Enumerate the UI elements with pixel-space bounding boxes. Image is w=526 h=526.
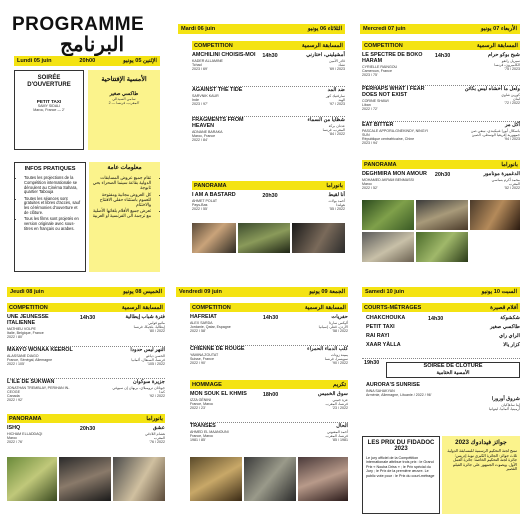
film-title: PERHAPS WHAT I FEAR DOES NOT EXIST [362, 86, 425, 98]
film-info-ar [454, 172, 520, 198]
section-label-ar: بانوراما [501, 161, 518, 168]
film-info-ar [281, 193, 345, 221]
film-meta-ar: فرنسا، المغرب 2022 / 23' [325, 402, 348, 411]
film-director-ar: عزة جنيني [332, 397, 348, 402]
still-image [298, 457, 348, 501]
film-info-fr [7, 348, 77, 380]
still-image [362, 200, 414, 230]
infos-box-fr [14, 162, 86, 272]
day-label-ar: الأربعاء 07 يونيو [481, 26, 517, 32]
film-meta: France, Sénégal, Allemagne 2022 / 105' [7, 358, 53, 367]
info-item-ar: • تقام جميع عروض المسابقات الدولية بقاعة سينما الصحراء بحي تابوجة [92, 175, 151, 190]
film-info-fr [362, 123, 432, 159]
day-header-samedi [362, 287, 520, 297]
film-director: YAMINA ZOUTAT [190, 352, 219, 357]
film-info-fr [7, 315, 77, 348]
day-label-fr: Mardi 06 juin [181, 26, 216, 32]
film-entry [192, 53, 345, 88]
section-label-fr: COMPETITION [194, 42, 233, 49]
section-competition-jeudi [7, 303, 165, 312]
lundi-opening [14, 70, 160, 152]
day-header-mercredi [360, 24, 520, 34]
still-image [416, 232, 468, 262]
film-director: AHMED EL MAANOUNI [190, 429, 229, 434]
section-label-ar: بانوراما [326, 182, 343, 189]
film-time: 18h00 [262, 392, 279, 398]
film-director-ar: جوناثان ترومبلاي، بريهان إن سيوغي [112, 385, 165, 390]
day-header-jeudi [7, 287, 165, 297]
film-title-ar: عشق [152, 425, 165, 431]
film-entry [7, 315, 165, 348]
film-meta: Maroc 2022 / 52' [362, 182, 378, 191]
film-info-fr [192, 88, 259, 118]
day-header-mardi [178, 24, 345, 34]
film-meta: Italie, Belgique, France 2022 / 80' [7, 330, 44, 339]
film-title: I AM A BASTARD [192, 192, 236, 198]
short-film-entry [366, 334, 520, 340]
still-image [238, 223, 290, 253]
film-title-ar: ضد المد [327, 87, 345, 93]
cloture-time: 19h30 [364, 360, 380, 366]
film-entry [190, 424, 348, 456]
short-film-entry [366, 316, 520, 322]
day-label-ar: السبت 10 يونيو [481, 289, 517, 295]
opening-film-title: PETIT TAXI [36, 99, 62, 104]
film-entry [7, 380, 165, 414]
section-label-ar: المسابقة الرسمية [476, 42, 518, 49]
film-meta-ar: إيطاليا، بلجيكا، فرنسا 2022 / 80' [133, 325, 165, 334]
film-meta: Canada 2022 / 92' [7, 394, 23, 403]
section-label-ar: بانوراما [146, 415, 163, 422]
section-label-ar: المسابقة الرسمية [301, 42, 343, 49]
short-film-entry [366, 325, 520, 331]
film-meta: Jordanie, Qatar, Espagne 2022 / 58' [190, 325, 231, 334]
film-info-fr [362, 87, 432, 123]
film-title: CHIENNE DE ROUGE [190, 346, 245, 352]
film-title-ar: شبح بوكو حرام [487, 52, 520, 58]
film-director: ADNANE BARAKA [192, 129, 223, 134]
cloture-film [366, 383, 520, 423]
infos-pratiques [14, 162, 160, 274]
info-item: • Toutes les séances sont gratuites et libres d'accès, sauf les cérémonies d'ouverture et de clôture. [24, 197, 82, 216]
film-title: MAAYO WONAA KEEROL [7, 347, 73, 353]
film-meta: Liban 2022 / 72' [362, 102, 378, 111]
film-meta: Maroc 2022 / 76' [7, 436, 23, 445]
film-director-ar: هشام اللادقي [145, 431, 165, 436]
opening-film-director-ar: سامي السيدالي [112, 97, 136, 101]
film-time: 14h30 [434, 53, 451, 59]
section-label-ar: المسابقة الرسمية [121, 304, 163, 311]
film-time [432, 123, 454, 159]
day-label-ar: الثلاثاء 06 يونيو [307, 26, 342, 32]
film-info-ar [99, 426, 165, 454]
section-competition-mercredi [362, 41, 520, 50]
film-title-ar: فترة شباب إيطالية [125, 314, 165, 320]
film-title: EAT BITTER [362, 122, 394, 128]
section-competition-vendredi [190, 303, 348, 312]
film-entry [362, 87, 520, 123]
film-meta: Inde 2023 / 97' [192, 98, 208, 107]
section-label-fr: HOMMAGE [192, 381, 222, 388]
short-film-title-ar: طاكسي صغير [490, 324, 520, 330]
film-meta-ar: الهند 2023 / 97' [329, 98, 345, 107]
film-time [77, 348, 99, 380]
section-courts-samedi [362, 303, 520, 312]
film-director: AHMET POLAT [192, 198, 218, 203]
section-label-fr: COMPETITION [9, 304, 48, 311]
film-title-ar: الدغميرة مونامور [483, 171, 520, 177]
film-title-ar: النهر ليس حدودا [130, 347, 165, 353]
film-info-ar [99, 348, 165, 380]
day-label-fr: Vendredi 09 juin [179, 289, 222, 295]
film-meta-ar: فرنسا، المغرب 1981 / 85' [325, 434, 348, 443]
prix-text-fr: Le jury officiel de la Compétition internationale attribue trois prix : le Grand Prix « Nouba Driss » ; le Prix spécial du Jury ; le Prix de la première œuvre. Le public vote pour : le Prix du court-métrage [366, 455, 435, 478]
film-director-ar: باسكال أبورا غنيكيندي، نينغي صن [470, 128, 520, 133]
short-film-entry [366, 343, 520, 349]
film-title: ISHQ [7, 425, 21, 431]
film-info-fr [190, 315, 260, 347]
film-title: AGAINST THE TIDE [192, 87, 243, 93]
film-title-ar: جزيرة سوكوان [133, 379, 165, 385]
film-director-ar: أليكس ساردا [328, 320, 348, 325]
film-info-fr [192, 118, 259, 158]
film-title: L'ILE DE SUKWAN [7, 379, 55, 385]
day-label-fr: Lundi 05 juin [17, 58, 52, 64]
film-director: MOHAMED AKRAM BENMASSI [362, 177, 414, 182]
film-info-fr [192, 193, 259, 221]
film-title: MON SOUK EL KHMIS [190, 391, 247, 397]
infos-title-ar: معلومات عامة [107, 165, 142, 171]
film-director: CYRIELLE RAINGOU [362, 64, 398, 69]
film-info-fr [190, 392, 260, 424]
film-meta-ar: فرنسا، السنغال، ألمانيا 2022 / 105' [131, 358, 165, 367]
film-entry [192, 88, 345, 118]
opening-box-ar [88, 70, 160, 150]
opening-film-meta-ar: المغرب، فرنسا — 2' [108, 101, 140, 106]
prix-box-fr [362, 436, 440, 514]
film-director-ar: كورين شاوي [501, 92, 520, 97]
infos-box-ar [89, 162, 160, 272]
day-header-vendredi [176, 287, 348, 297]
film-meta: Cameroun, France 2023 / 75' [362, 68, 392, 77]
film-director-ar: أحمد بولات [328, 198, 345, 203]
film-info-ar [454, 53, 520, 87]
cloture-title-ar: الأمسية الختامية [436, 370, 470, 376]
film-title-ar: ولعل ما أخشاه ليس بكائن [464, 86, 520, 92]
film-entry [362, 123, 520, 159]
short-film-title: XAAR YÀLLA [366, 342, 401, 348]
film-info-fr [362, 53, 432, 87]
opening-title-fr: SOIRÉE D'OUVERTURE [27, 75, 71, 88]
film-time [432, 87, 454, 123]
section-label-ar: المسابقة الرسمية [304, 304, 346, 311]
film-meta: France, Maroc 1981 / 85' [190, 434, 214, 443]
still-image [190, 457, 242, 501]
cloture-film-title-ar: شروق أورورا [491, 396, 520, 403]
film-info-ar [281, 118, 345, 158]
film-meta-ar: المغرب 2022 / 76' [149, 436, 165, 445]
opening-film-director: SAMY SIDALI [37, 104, 61, 108]
film-title: DEGHMIRA MON AMOUR [362, 171, 427, 177]
film-meta: Suisse, France 2022 / 90' [190, 357, 214, 366]
section-label-fr: COMPETITION [364, 42, 403, 49]
still-image [292, 223, 345, 253]
film-info-ar [454, 123, 520, 159]
film-title: AMCHILINI CHOISIS-MOI [192, 52, 256, 58]
film-meta: Pays-Bas 2022 / 55' [192, 203, 208, 212]
film-entry [190, 347, 348, 379]
film-title-ar: الحال [336, 423, 348, 429]
section-label-fr: COURTS-MÉTRAGES [364, 304, 422, 311]
section-label-fr: PANORAMA [9, 415, 42, 422]
info-item: • Tous les films sont projetés en version originale avec sous-titres en français ou arabes. [24, 217, 82, 231]
infos-list-ar [92, 175, 157, 218]
still-image [59, 457, 111, 501]
infos-title: INFOS PRATIQUES [24, 166, 76, 172]
prix-title-fr: LES PRIX DU FIDADOC 2023 [367, 440, 435, 453]
info-item: • Toutes les projections de la Compétition internationale se déroulent au Cinéma Sahara, quartier Tabouja [24, 176, 82, 195]
film-director-ar: يمينة زوتات [330, 352, 348, 357]
section-label-fr: COMPETITION [192, 304, 231, 311]
film-time: 20h30 [79, 426, 96, 432]
film-time [259, 88, 280, 118]
prix-title-ar: جوائز فيدادوك 2023 [455, 439, 507, 446]
divider [362, 358, 520, 359]
film-director-ar: قادر الأمين [329, 58, 345, 63]
film-director-ar: سيريل رانغو [501, 58, 520, 63]
day-header-lundi [14, 56, 160, 66]
cloture-film-meta: Arménie, Allemagne, Lituanie / 2022 / 96' [366, 393, 432, 397]
film-title-ar: أكل مر [505, 122, 520, 128]
section-competition-mardi [192, 41, 345, 50]
film-director-ar: الحسن دياغو [146, 353, 165, 358]
film-director: ALEX SARDA [190, 320, 213, 325]
film-entry [362, 53, 520, 87]
film-meta-ar: تشاد 2023 / 69' [329, 63, 345, 72]
film-meta: République centrafricaine, Chine 2023 / 94' [362, 137, 415, 146]
film-director-ar: أحمد المعنوني [326, 429, 348, 434]
film-info-fr [190, 347, 260, 379]
film-meta-ar: كندا 2022 / 92' [149, 390, 165, 399]
film-director: CORINE SHAWI [362, 98, 389, 103]
film-director: IZZA GÉNINI [190, 397, 211, 402]
short-film-title: RAI RAYI [366, 333, 390, 339]
section-label-ar: أفلام قصيرة [490, 304, 518, 311]
film-director-ar: ماثيو فولبي [148, 320, 165, 325]
still-image [7, 457, 57, 501]
film-entry [190, 315, 348, 347]
day-time: 20h00 [79, 58, 96, 64]
film-meta-ar: المغرب، فرنسا 2022 / 84' [322, 128, 345, 137]
day-label-fr: Jeudi 08 juin [10, 289, 44, 295]
film-title-ar: كلب الدماء الحمراء [307, 346, 348, 352]
film-time: 20h30 [262, 193, 278, 199]
cloture-box [386, 362, 520, 378]
section-label-fr: PANORAMA [364, 161, 397, 168]
courts-time: 14h30 [428, 316, 444, 322]
film-time: 14h30 [262, 315, 279, 321]
cloture-film-meta-ar: أرمينيا، ألمانيا، ليتوانيا [488, 407, 520, 412]
film-director-ar: عدنان بركة [328, 123, 345, 128]
film-entry [7, 426, 165, 454]
section-panorama-mercredi [362, 160, 520, 169]
film-info-ar [282, 392, 348, 424]
still-image [362, 232, 414, 262]
cloture-title-fr: SOIRÉE DE CLÔTURE [423, 363, 483, 369]
day-label-fr: Samedi 10 juin [365, 289, 405, 295]
prix-box-ar [442, 436, 520, 514]
film-info-fr [7, 380, 77, 414]
film-director: HICHAM ELLADDAQI [7, 431, 43, 436]
film-info-ar [282, 315, 348, 347]
film-title-ar: أمشيليني، اختارني [306, 52, 345, 58]
film-info-fr [190, 424, 260, 456]
film-info-ar [282, 424, 348, 456]
section-label-fr: PANORAMA [194, 182, 227, 189]
programme-title: PROGRAMME [12, 14, 145, 35]
film-title: TRANSES [190, 423, 216, 429]
film-info-ar [454, 87, 520, 123]
programme-title-ar: البرنامج [60, 34, 125, 56]
film-director-ar: سارفنيك كور [325, 93, 345, 98]
film-meta-ar: المغرب 2022 / 52' [504, 182, 520, 191]
film-director: ALASSANE DIAGO [7, 353, 39, 358]
film-meta: Tchad 2023 / 69' [192, 63, 208, 72]
film-title-ar: أنا لقيط [328, 192, 345, 198]
film-entry [362, 172, 520, 198]
film-time: 14h30 [262, 53, 278, 59]
film-director: PASCALE APPORA-GNEKINDY, NINGYI SUN [362, 128, 428, 137]
section-hommage-vendredi [190, 380, 348, 389]
film-meta-ar: هولندا 2022 / 55' [329, 203, 345, 212]
film-title: HAFREIAT [190, 314, 217, 320]
film-info-ar [99, 380, 165, 414]
film-time: 20h30 [434, 172, 451, 178]
film-director: MATHIEU VOLPE [7, 326, 36, 331]
film-entry [190, 392, 348, 424]
film-director: SARVNIK KAUR [192, 93, 219, 98]
film-time [259, 118, 280, 158]
info-item-ar: • كل العروض مجانية ومفتوحة للعموم باستثناء حفلي الافتتاح والاختتام [92, 192, 151, 207]
film-director: KADER ALLAMINE [192, 58, 223, 63]
prix-text-ar: تمنح لجنة التحكيم الرسمية للمسابقة الدولية ثلاث جوائز: الجائزة الكبرى نوبة إدريس؛ جائزة لجنة التحكيم الخاصة؛ جائزة العمل الأول. ويصوت الجمهور على جائزة الفيلم القصير [447, 448, 517, 472]
film-title: UNE JEUNESSE ITALIENNE [7, 314, 49, 326]
film-entry [192, 118, 345, 158]
film-info-fr [192, 53, 259, 88]
section-panorama-jeudi [7, 414, 165, 423]
film-time [260, 424, 282, 456]
film-title-ar: سوق الخميس [317, 391, 348, 397]
film-info-ar [99, 315, 165, 348]
short-film-title-ar: شكشوكة [500, 315, 520, 321]
short-film-title: PETIT TAXI [366, 324, 395, 330]
day-label-ar: الإثنين 05 يونيو [123, 58, 157, 64]
short-film-title-ar: كزار يالا [503, 342, 520, 348]
film-info-ar [282, 347, 348, 379]
still-image [470, 200, 520, 230]
film-meta: France, Maroc 2022 / 23' [190, 402, 214, 411]
info-item-ar: • تعرض جميع الأفلام بلغاتها الأصلية مع ترجمة الى الفرنسية أو العربية [92, 208, 151, 218]
film-director-ar: محمد أكرم بنماسي [491, 177, 520, 182]
cloture-film-title: AURORA'S SUNRISE [366, 382, 420, 388]
still-image [192, 223, 236, 253]
film-time [260, 347, 282, 379]
day-label-ar: الجمعة 09 يونيو [309, 289, 345, 295]
film-info-fr [362, 172, 432, 198]
film-info-ar [281, 53, 345, 88]
film-info-ar [281, 88, 345, 118]
film-info-fr [7, 426, 77, 454]
film-entry [7, 348, 165, 380]
section-label-ar: تكريم [332, 381, 346, 388]
short-film-title-ar: الراي راي [499, 333, 520, 339]
day-label-ar: الخميس 08 يونيو [123, 289, 162, 295]
section-panorama-mardi [192, 181, 345, 190]
film-title: FRAGMENTS FROM HEAVEN [192, 117, 244, 129]
cloture-film-director-ar: إينا ساهاكيان [501, 403, 520, 407]
still-image [244, 457, 296, 501]
film-meta-ar: لبنان 2022 / 72' [504, 97, 520, 106]
film-title-ar: شظايا من السماء [307, 117, 345, 123]
film-meta-ar: الأردن، قطر، إسبانيا 2022 / 58' [318, 325, 348, 334]
film-meta: Maroc, France 2022 / 84' [192, 133, 216, 142]
still-image [113, 457, 165, 501]
day-label-fr: Mercredi 07 juin [363, 26, 406, 32]
film-meta-ar: جمهورية إفريقيا الوسطى، الصين 2023 / 94' [471, 133, 520, 142]
film-entry [192, 193, 345, 221]
short-film-title: CHAKCHOUKA [366, 315, 406, 321]
opening-film-meta: Maroc, France — 2' [33, 108, 65, 113]
film-time [77, 380, 99, 414]
film-director: JONATHAN TREMBLAY, PERIHAN IN-CEOGE [7, 385, 70, 394]
infos-list [18, 176, 82, 232]
still-image [416, 200, 468, 230]
opening-film-title-ar: طاكسي صغير [109, 91, 139, 97]
opening-box-fr [14, 70, 84, 150]
film-meta-ar: سويسرا، فرنسا 2022 / 90' [324, 357, 348, 366]
film-meta-ar: الكاميرون، فرنسا 2023 / 75' [494, 63, 520, 72]
film-time: 14h30 [79, 315, 96, 321]
film-title-ar: حفريات [331, 314, 348, 320]
cloture-film-director: INNA SAHAKYAN [366, 388, 395, 393]
opening-title-ar: الأمسية الإفتتاحية [101, 76, 147, 83]
film-title: LE SPECTRE DE BOKO HARAM [362, 52, 423, 64]
